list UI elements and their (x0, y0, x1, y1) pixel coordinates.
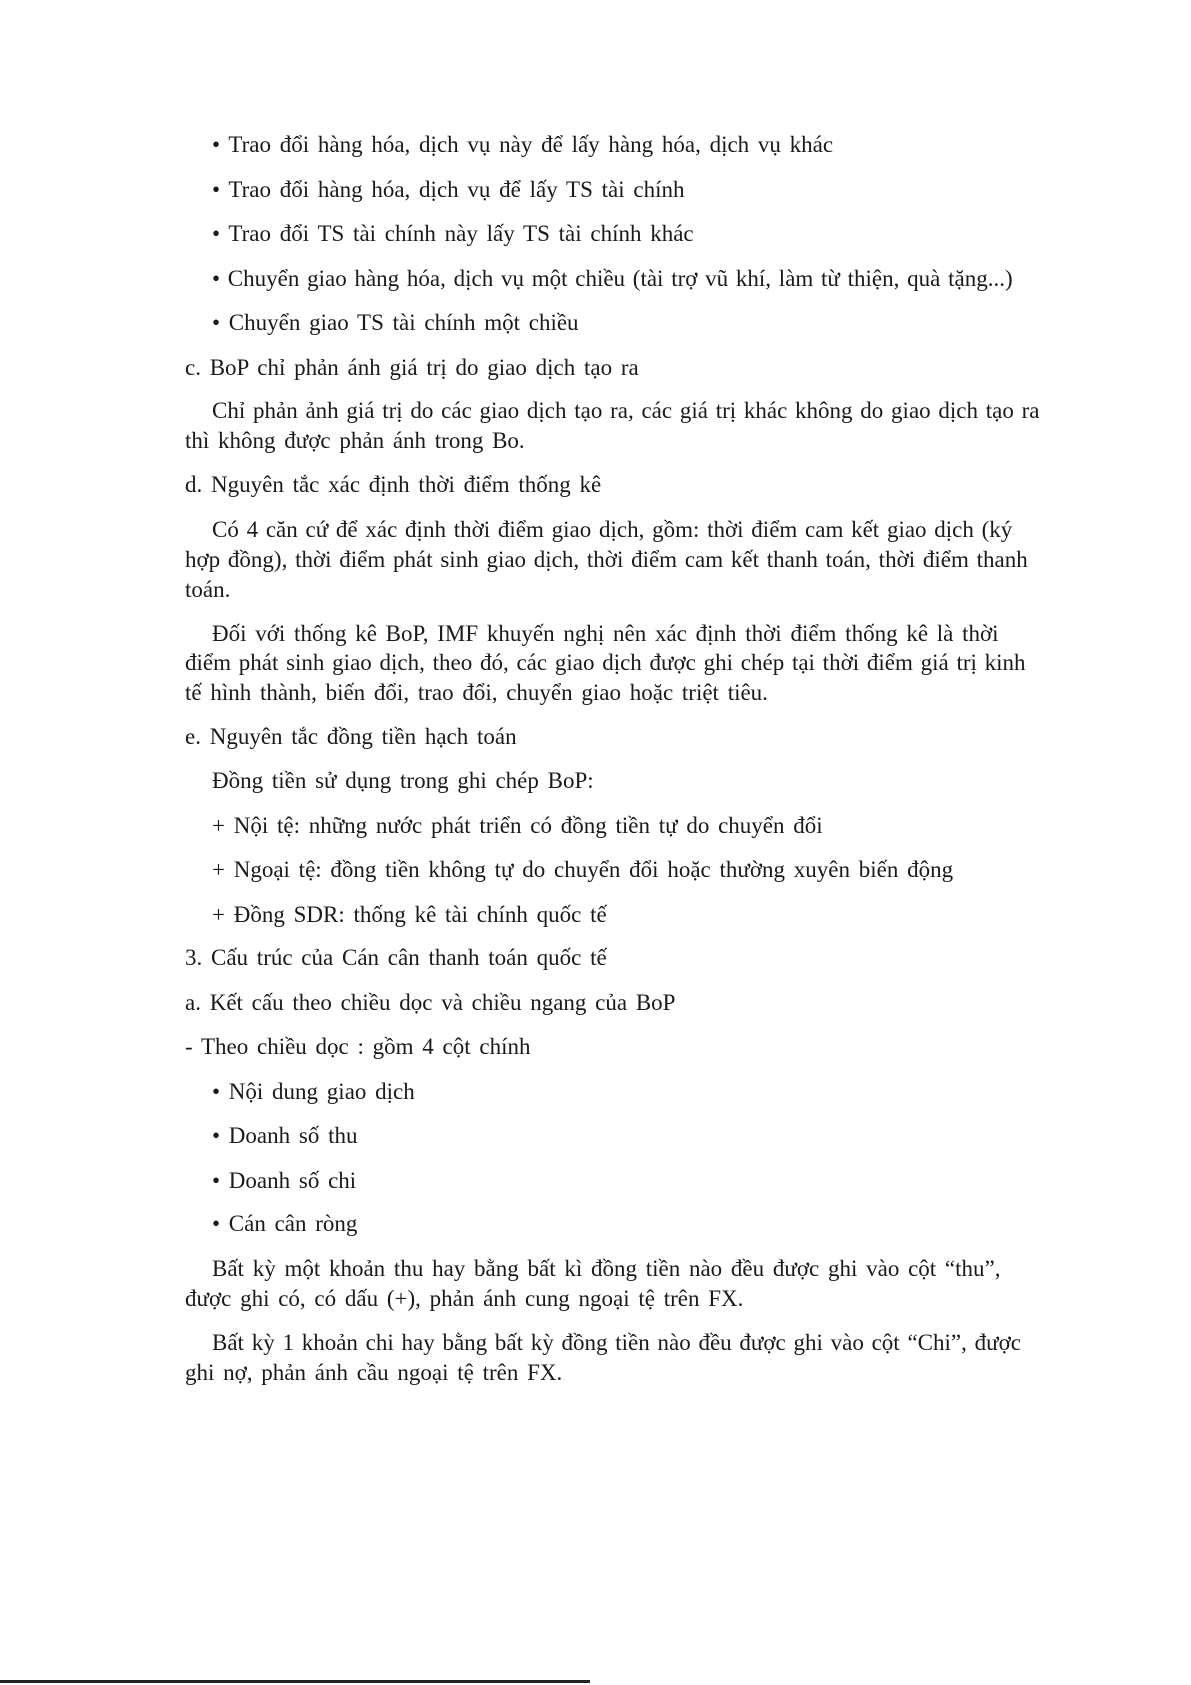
bullet-item: • Doanh số thu (212, 1123, 358, 1148)
paragraph-line: Đối với thống kê BoP, IMF khuyến nghị nên xác định thời điểm thống kê là thời (212, 621, 999, 646)
page-bottom-rule (0, 1680, 590, 1683)
paragraph-line: hợp đồng), thời điểm phát sinh giao dịch, thời điểm cam kết thanh toán, thời điểm thanh (185, 547, 1028, 572)
paragraph-line: Chỉ phản ảnh giá trị do các giao dịch tạo ra, các giá trị khác không do giao dịch tạo ra (212, 398, 1040, 423)
paragraph-line: ghi nợ, phản ánh cầu ngoại tệ trên FX. (185, 1360, 563, 1385)
paragraph-line: thì không được phản ánh trong Bo. (185, 428, 525, 453)
list-item: + Nội tệ: những nước phát triển có đồng tiền tự do chuyển đổi (212, 813, 823, 838)
bullet-item: • Trao đổi TS tài chính này lấy TS tài chính khác (212, 221, 694, 246)
bullet-item: • Trao đổi hàng hóa, dịch vụ này để lấy hàng hóa, dịch vụ khác (212, 132, 834, 157)
list-item: + Đồng SDR: thống kê tài chính quốc tế (212, 902, 607, 927)
paragraph-line: Bất kỳ một khoản thu hay bằng bất kì đồng tiền nào đều được ghi vào cột “thu”, (212, 1256, 1001, 1281)
paragraph-line: - Theo chiều dọc : gồm 4 cột chính (185, 1034, 531, 1059)
paragraph-line: điểm phát sinh giao dịch, theo đó, các giao dịch được ghi chép tại thời điểm giá trị kinh (185, 650, 1026, 675)
paragraph-line: Đồng tiền sử dụng trong ghi chép BoP: (212, 768, 594, 793)
bullet-item: • Chuyển giao TS tài chính một chiều (212, 310, 579, 335)
section-heading-c: c. BoP chỉ phản ánh giá trị do giao dịch tạo ra (185, 355, 639, 380)
section-heading-e: e. Nguyên tắc đồng tiền hạch toán (185, 724, 517, 749)
subsection-heading-a: a. Kết cấu theo chiều dọc và chiều ngang của BoP (185, 990, 676, 1015)
section-heading-3: 3. Cấu trúc của Cán cân thanh toán quốc tế (185, 945, 607, 970)
paragraph-line: Có 4 căn cứ để xác định thời điểm giao dịch, gồm: thời điểm cam kết giao dịch (ký (212, 517, 1013, 542)
bullet-item: • Trao đổi hàng hóa, dịch vụ để lấy TS tài chính (212, 177, 685, 202)
paragraph-line: được ghi có, có dấu (+), phản ánh cung ngoại tệ trên FX. (185, 1286, 744, 1311)
paragraph-line: tế hình thành, biến đổi, trao đổi, chuyển giao hoặc triệt tiêu. (185, 680, 768, 705)
bullet-item: • Chuyển giao hàng hóa, dịch vụ một chiều (tài trợ vũ khí, làm từ thiện, quà tặng...) (212, 266, 1013, 291)
bullet-item: • Cán cân ròng (212, 1211, 358, 1236)
paragraph-line: Bất kỳ 1 khoản chi hay bằng bất kỳ đồng tiền nào đều được ghi vào cột “Chi”, được (212, 1330, 1021, 1355)
list-item: + Ngoại tệ: đồng tiền không tự do chuyển đổi hoặc thường xuyên biến động (212, 857, 954, 882)
bullet-item: • Nội dung giao dịch (212, 1079, 415, 1104)
paragraph-line: toán. (185, 577, 231, 602)
bullet-item: • Doanh số chi (212, 1168, 357, 1193)
section-heading-d: d. Nguyên tắc xác định thời điểm thống kê (185, 472, 602, 497)
